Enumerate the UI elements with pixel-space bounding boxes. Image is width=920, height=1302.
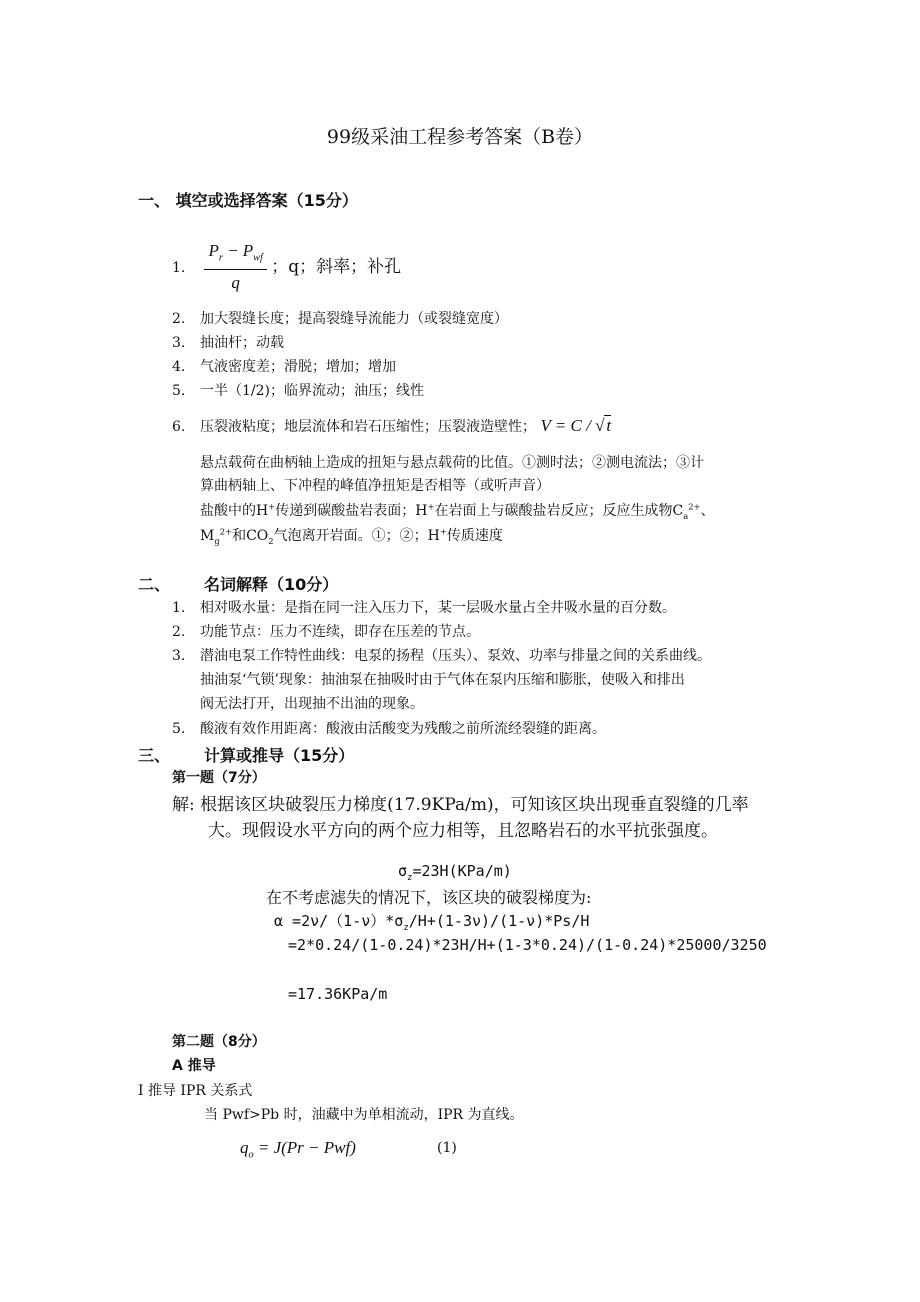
term-item-1: 1. 相对吸水量：是指在同一注入压力下，某一层吸水量占全井吸水量的百分数。	[172, 600, 676, 616]
ipr-equation: $q_o = J(Pr - Pwf)$	[240, 1138, 356, 1161]
fraction-formula: $\frac{P_r - P_{wf}}{q}$	[204, 240, 266, 296]
formula-v: V = C / √ t	[540, 416, 612, 435]
term-item-3: 3. 潜油电泵工作特性曲线：电泵的扬程（压头）、泵效、功率与排量之间的关系曲线。	[172, 648, 711, 664]
answer-item-2: 2. 加大裂缝长度；提高裂缝导流能力（或裂缝宽度）	[172, 311, 508, 327]
answer-item-3: 3. 抽油杆；动载	[172, 335, 284, 351]
answer-item-1	[172, 240, 401, 296]
term-item-2: 2. 功能节点：压力不连续，即存在压差的节点。	[172, 624, 480, 640]
equation-number: (1)	[437, 1140, 457, 1156]
section2-heading: 名词解释（10分）	[204, 575, 339, 594]
term-item-4-line2: 阀无法打开，出现抽不出油的现象。	[200, 696, 424, 712]
calc-line-2: =2*0.24/(1-0.24)*23H/H+(1-3*0.24)/(1-0.24)*25000/3250	[288, 936, 767, 954]
question2-heading: 第二题（8分）	[172, 1034, 266, 1050]
q1-solution-line1: 解: 根据该区块破裂压力梯度(17.9KPa/m)，可知该区块出现垂直裂缝的几率	[172, 795, 749, 815]
answer-item-8-line2: $M_g^{2+}$和$CO_2$气泡离开岩面。①；②；H+传质速度	[200, 526, 503, 546]
calc-line-1: $\alpha =2\nu/(1-\nu)*\sigma_z/H+(1-3\nu)/(1-\nu)*Ps/H$	[274, 912, 590, 933]
term-item-5: 5. 酸液有效作用距离：酸液由活酸变为残酸之前所流经裂缝的距离。	[172, 721, 606, 737]
q1-solution-line3: 在不考虑滤失的情况下，该区块的破裂梯度为:	[266, 888, 592, 907]
item-number: 1.	[172, 260, 186, 277]
q1-solution-line2: 大。现假设水平方向的两个应力相等，且忽略岩石的水平抗张强度。	[208, 821, 718, 841]
sigma-equation: $\sigma_z=23H(KPa/m)$	[398, 862, 512, 883]
answer-item-4: 4. 气液密度差；滑脱；增加；增加	[172, 359, 396, 375]
section3-heading: 计算或推导（15分）	[204, 746, 355, 765]
answer-item-6: 6. 压裂液粘度；地层流体和岩石压缩性；压裂液造壁性； V = C / √ t	[172, 416, 612, 435]
answer-item-5: 5. 一半（1/2)；临界流动；油压；线性	[172, 383, 424, 399]
section2-heading-number: 二、	[138, 575, 171, 594]
answer-item-7-line1: 悬点载荷在曲柄轴上造成的扭矩与悬点载荷的比值。①测时法；②测电流法；③计	[200, 455, 704, 471]
section3-heading-number: 三、	[138, 746, 171, 765]
page-title: 99级采油工程参考答案（B卷）	[326, 126, 594, 148]
item-text: ；q；斜率；补孔	[271, 257, 402, 278]
q2-line2: 当 Pwf>Pb 时，油藏中为单相流动，IPR 为直线。	[204, 1107, 524, 1123]
answer-item-7-line2: 算曲柄轴上、下冲程的峰值净扭矩是否相等（或听声音）	[200, 478, 550, 494]
calc-line-3: =17.36KPa/m	[288, 985, 388, 1003]
section1-heading: 一、 填空或选择答案（15分）	[138, 191, 358, 210]
answer-item-8-line1: 盐酸中的H+传递到碳酸盐岩表面；H+在岩面上与碳酸盐岩反应；反应生成物$C_a^{2+}$、	[200, 501, 715, 521]
question1-heading: 第一题（7分）	[172, 770, 266, 786]
question2-subheading: A 推导	[172, 1058, 216, 1074]
term-item-4-line1: 抽油泵‘气锁’现象：抽油泵在抽吸时由于气体在泵内压缩和膨胀，使吸入和排出	[200, 672, 685, 688]
q2-line1: I 推导 IPR 关系式	[138, 1083, 253, 1099]
